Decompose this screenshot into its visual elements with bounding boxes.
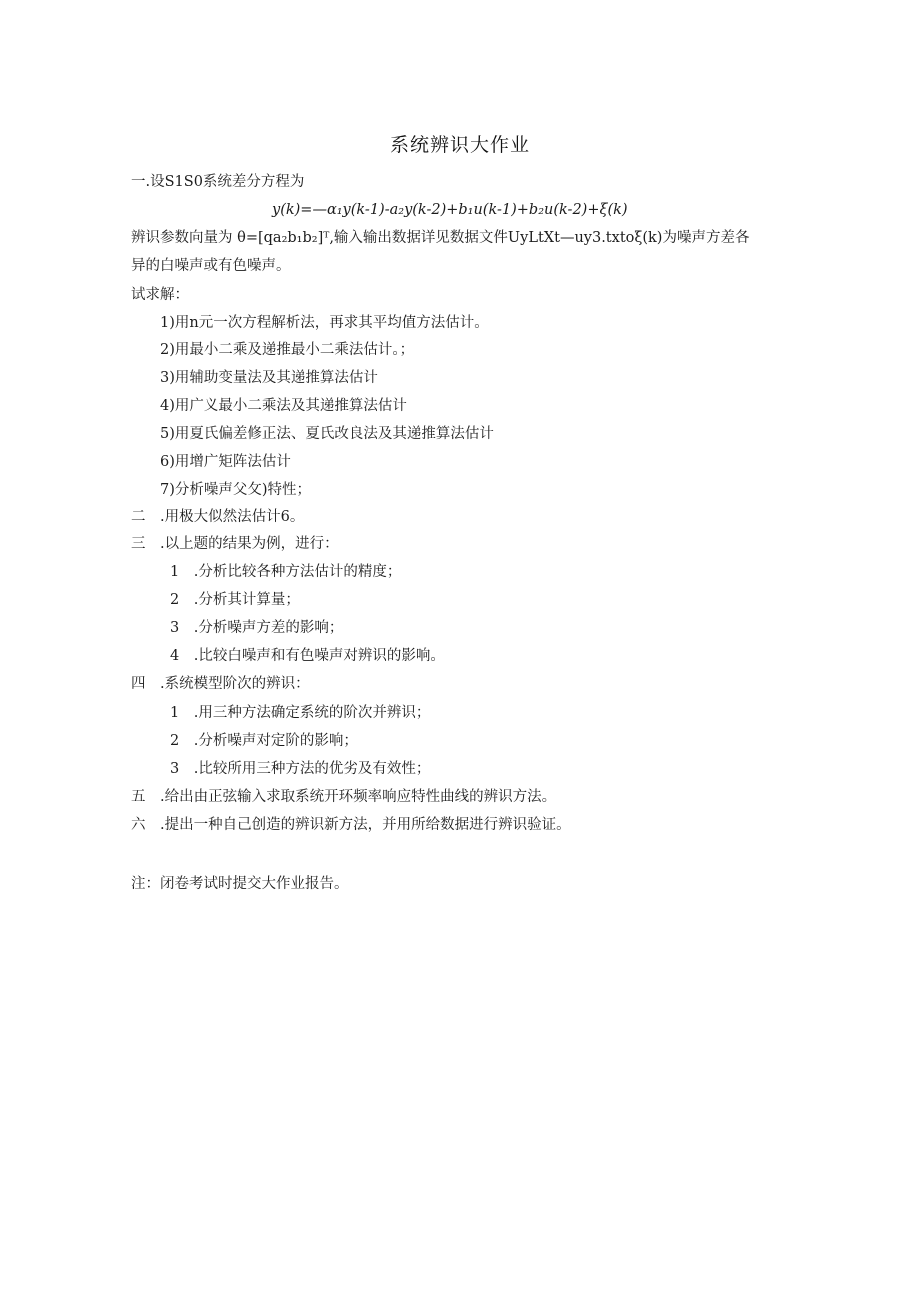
solve-label: 试求解： xyxy=(131,287,189,303)
section-5: 五 .给出由正弦输入求取系统开环频率响应特性曲线的辨识方法。 xyxy=(131,789,557,805)
section-4-heading: 四 .系统模型阶次的辨识： xyxy=(131,676,310,692)
method-item: 4)用广义最小二乘法及其递推算法估计 xyxy=(160,398,407,414)
method-item: 2)用最小二乘及递推最小二乘法估计。； xyxy=(160,342,415,358)
section-2: 二 .用极大似然法估计6。 xyxy=(131,509,305,525)
param-vector-line-2: 异的白噪声或有色噪声。 xyxy=(131,258,291,274)
section-4-item: 3 .比较所用三种方法的优劣及有效性； xyxy=(170,761,431,777)
difference-equation: y(k)=—α₁y(k-1)-a₂y(k-2)+b₁u(k-1)+b₂u(k-2)+ξ(k) xyxy=(272,202,628,218)
section-3-item: 3 .分析噪声方差的影响； xyxy=(170,620,344,636)
footnote: 注：闭卷考试时提交大作业报告。 xyxy=(131,876,349,892)
section-3-heading: 三 .以上题的结果为例，进行： xyxy=(131,536,339,552)
param-vector-line: 辨识参数向量为 θ=[qa₂b₁b₂]ᵀ,输入输出数据详见数据文件UyLtXt—uy3.txtoξ(k)为噪声方差各 xyxy=(131,230,750,246)
intro-line: 一.设S1S0系统差分方程为 xyxy=(131,174,305,190)
method-item: 3)用辅助变量法及其递推算法估计 xyxy=(160,370,378,386)
section-3-item: 4 .比较白噪声和有色噪声对辨识的影响。 xyxy=(170,648,445,664)
method-item: 1)用n元一次方程解析法，再求其平均值方法估计。 xyxy=(160,315,489,331)
section-3-item: 1 .分析比较各种方法估计的精度； xyxy=(170,564,402,580)
section-4-item: 2 .分析噪声对定阶的影响； xyxy=(170,733,358,749)
method-item: 6)用增广矩阵法估计 xyxy=(160,454,291,470)
method-item: 7)分析噪声父攵)特性； xyxy=(160,482,312,498)
document-title: 系统辨识大作业 xyxy=(389,134,530,156)
section-6: 六 .提出一种自己创造的辨识新方法，并用所给数据进行辨识验证。 xyxy=(131,817,571,833)
section-4-item: 1 .用三种方法确定系统的阶次并辨识； xyxy=(170,705,431,721)
section-3-item: 2 .分析其计算量； xyxy=(170,592,300,608)
method-item: 5)用夏氏偏差修正法、夏氏改良法及其递推算法估计 xyxy=(160,426,494,442)
